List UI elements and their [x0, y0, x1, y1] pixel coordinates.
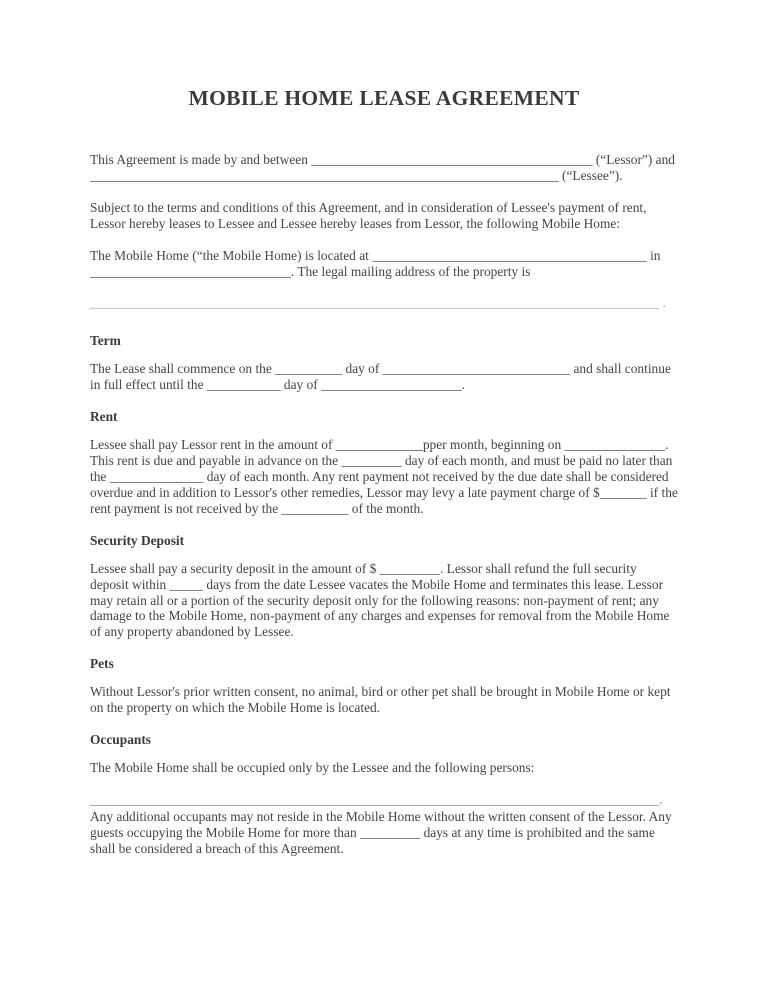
rent-clause: Lessee shall pay Lessor rent in the amount of _____________pper month, beginning on _______________. This rent is due and payable in advance on the _________ day of each month, and must be paid no later than the ______________ day of each month. Any rent payment not received by the due date shall be considered overdue and in addition to Lessor's other remedies, Lessor may levy a late payment charge of $_______ if the rent payment is not received by the __________ of the month.: [90, 437, 678, 516]
pets-clause: Without Lessor's prior written consent, no animal, bird or other pet shall be brought in Mobile Home or kept on the property on which the Mobile Home is located.: [90, 684, 671, 716]
section-heading-occupants: Occupants: [90, 732, 152, 748]
document-title: MOBILE HOME LEASE AGREEMENT: [188, 86, 580, 110]
section-heading-term: Term: [90, 333, 121, 349]
section-heading-pets: Pets: [90, 656, 114, 672]
location-clause: The Mobile Home (“the Mobile Home) is located at _________________________________________ in ______________________________. The legal mailing address of the property is: [90, 247, 661, 279]
term-clause: The Lease shall commence on the __________ day of ____________________________ and shall continue in full effect until the ___________ day of _____________________.: [90, 361, 671, 393]
occupants-blank-line: _____________________________________________________________________________________.: [90, 791, 663, 807]
section-heading-rent: Rent: [90, 409, 118, 425]
mailing-address-blank-line: _____________________________________________________________________________________ .: [90, 295, 666, 311]
security-deposit-clause: Lessee shall pay a security deposit in the amount of $ _________. Lessor shall refund the full security deposit within _____ days from the date Lessee vacates the Mobile Home and terminates this lease. Lessor may retain all or a portion of the security deposit only for the following reasons: non-payment of rent; any damage to the Mobile Home, non-payment of any charges and expenses for removal from the Mobile Home of any property abandoned by Lessee.: [90, 560, 670, 640]
occupancy-clause: The Mobile Home shall be occupied only by the Lessee and the following persons:: [90, 760, 535, 776]
parties-clause: This Agreement is made by and between __________________________________________ (“Lessor”) and ______________________________________________________________________ (“Lessee”).: [90, 152, 675, 183]
guests-clause: Any additional occupants may not reside in the Mobile Home without the written consent of the Lessor. Any guests occupying the Mobile Home for more than _________ days at any time is prohibited and the same shall be considered a breach of this Agreement.: [90, 808, 672, 856]
section-heading-security-deposit: Security Deposit: [90, 532, 185, 548]
subject-clause: Subject to the terms and conditions of this Agreement, and in consideration of Lessee's payment of rent, Lessor hereby leases to Lessee and Lessee hereby leases from Lessor, the following Mobile Home:: [90, 199, 647, 231]
